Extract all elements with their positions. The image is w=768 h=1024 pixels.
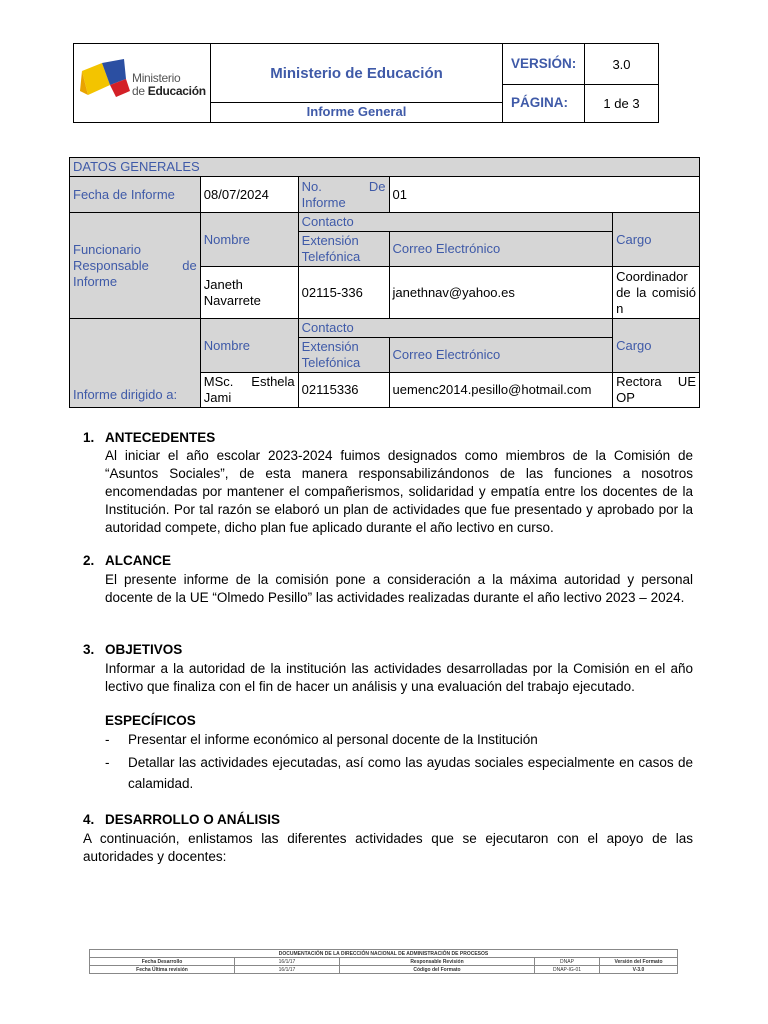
no-informe-value: 01 — [389, 177, 699, 213]
dir-nombre: MSc. Esthela Jami — [200, 373, 298, 408]
subtitle-cell — [211, 103, 503, 122]
section-number: 2. — [83, 553, 95, 568]
version-label: VERSIÓN: — [511, 56, 577, 71]
section-title-cell: DATOS GENERALES — [70, 158, 700, 177]
section-number: 1. — [83, 430, 95, 445]
func-correo: janethnav@yahoo.es — [389, 267, 613, 319]
footer-cell: Código del Formato — [340, 966, 535, 974]
logo-line2-prefix: de — [132, 84, 148, 98]
no-informe-label: No. De Informe — [298, 177, 389, 213]
contacto-header: Contacto — [298, 319, 612, 338]
nombre-header: Nombre — [200, 319, 298, 373]
funcionario-label: Funcionario Responsable de Informe — [70, 213, 201, 319]
bullet-text: Presentar el informe económico al personal docente de la Institución — [128, 732, 538, 747]
table-row — [90, 966, 678, 974]
dir-correo: uemenc2014.pesillo@hotmail.com — [389, 373, 613, 408]
especificos-heading: ESPECÍFICOS — [105, 713, 196, 728]
page-label: PÁGINA: — [511, 95, 568, 110]
section-2-text: El presente informe de la comisión pone a consideración a la máxima autoridad y personal docente de la UE “Olmedo Pesillo” las actividades realizadas durante el año lectivo 2023 – 2024. — [105, 572, 693, 605]
func-nombre: Janeth Navarrete — [200, 267, 298, 319]
title-cell — [211, 44, 503, 103]
page-value-cell — [585, 85, 658, 122]
section-title: OBJETIVOS — [105, 642, 183, 657]
footer-cell: DNAP — [535, 958, 600, 966]
extension-header: Extensión Telefónica — [298, 232, 389, 267]
version-label-cell — [503, 44, 585, 85]
section-4-heading — [83, 812, 280, 827]
footer-cell: 16/1/17 — [235, 966, 340, 974]
nombre-header: Nombre — [200, 213, 298, 267]
fecha-label: Fecha de Informe — [70, 177, 201, 213]
footer-table — [89, 949, 678, 974]
footer-cell: Fecha Desarrollo — [90, 958, 235, 966]
logo-text — [132, 72, 206, 98]
list-item — [105, 752, 693, 794]
datos-generales-table — [69, 157, 700, 408]
correo-header: Correo Electrónico — [389, 232, 613, 267]
version-value: 3.0 — [612, 57, 631, 72]
page-subtitle: Informe General — [306, 104, 407, 119]
version-value-cell — [585, 44, 658, 85]
section-3-text: Informar a la autoridad de la institución las actividades desarrolladas por la Comisión en el año lectivo que finaliza con el fin de hacer un análisis y una evaluación del trabajo ejecutado. — [105, 661, 693, 694]
list-item — [105, 731, 693, 749]
logo-line2-bold: Educación — [147, 84, 206, 98]
section-4-text: A continuación, enlistamos las diferentes actividades que se ejecutaron con el apoyo de las autoridades y docentes: — [83, 831, 693, 864]
page-value: 1 de 3 — [603, 96, 640, 111]
footer-cell: 16/1/17 — [235, 958, 340, 966]
logo-cell — [74, 44, 211, 122]
cargo-header: Cargo — [613, 213, 700, 267]
contacto-header: Contacto — [298, 213, 612, 232]
section-title: ANTECEDENTES — [105, 430, 216, 445]
table-row — [70, 319, 700, 338]
section-1-text: Al iniciar el año escolar 2023-2024 fuimos designados como miembros de la Comisión de “Asuntos Sociales”, de esta manera responsabilizándonos de las funciones a nosotros encomendadas por mantener el compañerismos, solidaridad y empatía entre los docentes de la Institución. Por tal razón se elaboró un plan de actividades que fue presentado y aprobado por la autoridad compete, dicho plan fue aplicado durante el año lectivo en curso. — [105, 448, 693, 535]
footer-cell: Fecha Última revisión — [90, 966, 235, 974]
section-2-heading — [83, 553, 171, 568]
page-label-cell — [503, 85, 585, 122]
bullet-text: Detallar las actividades ejecutadas, así como las ayudas sociales especialmente en casos de calamidad. — [128, 755, 693, 791]
section-number: 3. — [83, 642, 95, 657]
logo-line1: Ministerio — [132, 71, 181, 85]
footer-cell: Versión del Formato — [600, 958, 678, 966]
cargo-header: Cargo — [613, 319, 700, 373]
section-title: ALCANCE — [105, 553, 171, 568]
table-row — [70, 158, 700, 177]
extension-header: Extensión Telefónica — [298, 338, 389, 373]
ministerio-logo-icon — [80, 57, 140, 99]
section-1-heading — [83, 430, 215, 445]
section-title: DESARROLLO O ANÁLISIS — [105, 812, 281, 827]
footer-cell: V-3.0 — [600, 966, 678, 974]
section-number: 4. — [83, 812, 95, 827]
func-extension: 02115-336 — [298, 267, 389, 319]
footer-cell: Responsable Revisión — [340, 958, 535, 966]
table-row — [70, 177, 700, 213]
fecha-value: 08/07/2024 — [200, 177, 298, 213]
dir-cargo: Rectora UE OP — [613, 373, 700, 408]
footer-cell: DNAP-IG-01 — [535, 966, 600, 974]
page-title: Ministerio de Educación — [270, 65, 443, 82]
table-row — [90, 958, 678, 966]
dir-extension: 02115336 — [298, 373, 389, 408]
func-cargo: Coordinador de la comisión — [613, 267, 700, 319]
footer-title: DOCUMENTACIÓN DE LA DIRECCIÓN NACIONAL DE ADMINISTRACIÓN DE PROCESOS — [90, 950, 678, 958]
section-3-heading — [83, 642, 182, 657]
document-header — [73, 43, 659, 123]
bullet-dash: - — [105, 732, 110, 747]
bullet-dash: - — [105, 755, 110, 770]
table-row — [70, 213, 700, 232]
correo-header: Correo Electrónico — [389, 338, 613, 373]
bullet-list — [105, 731, 693, 794]
dirigido-label: Informe dirigido a: — [70, 319, 201, 408]
table-row — [90, 950, 678, 958]
